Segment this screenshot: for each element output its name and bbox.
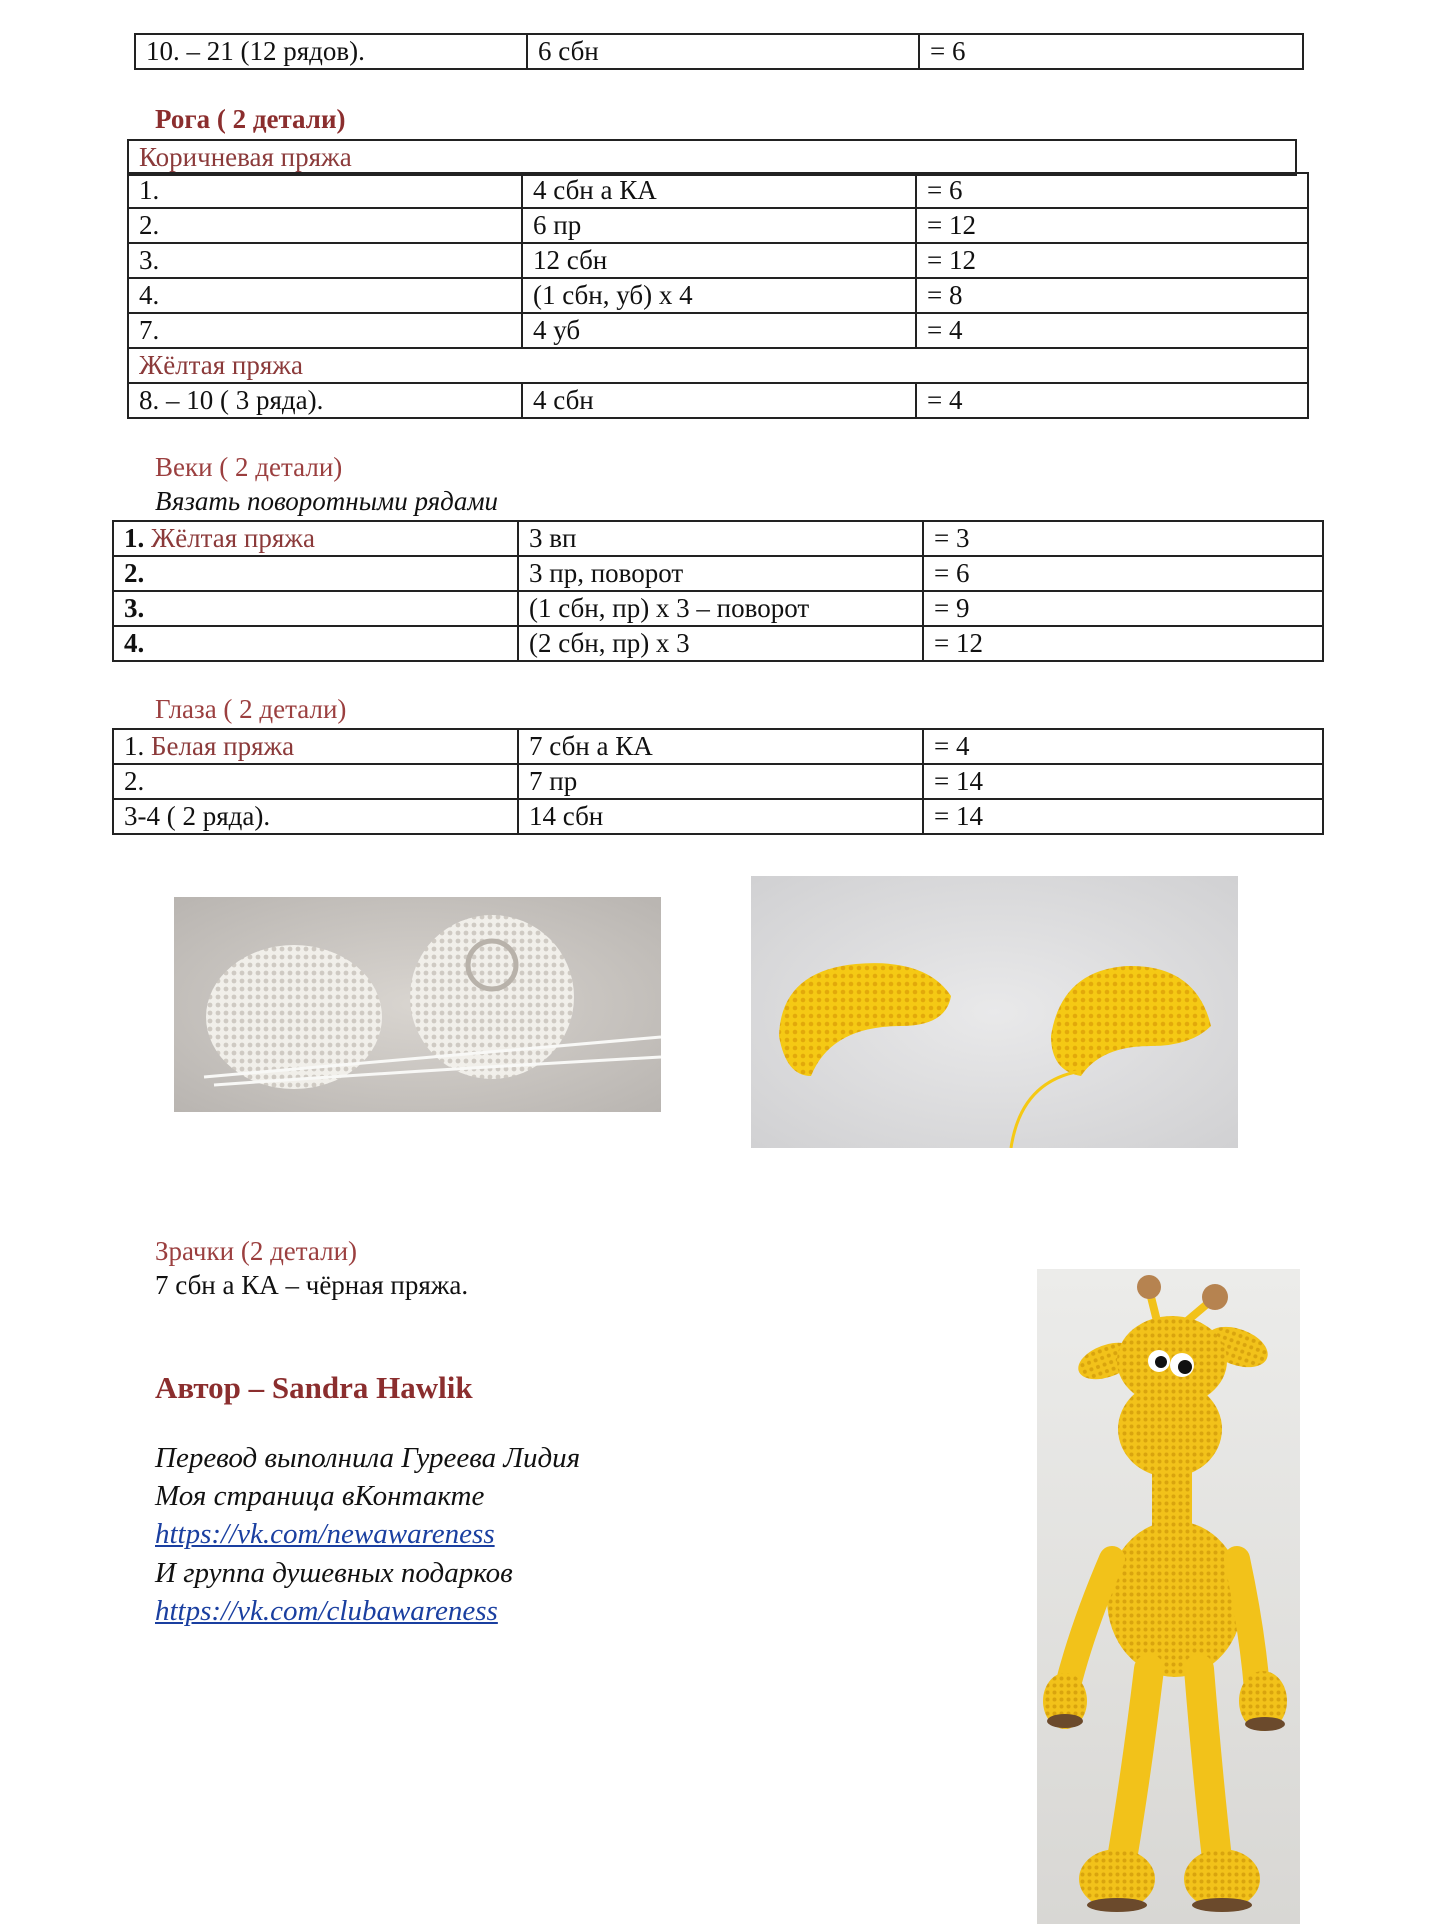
table-row [113,591,1323,626]
row-number: 2. [113,556,518,591]
row-stitches: 7 пр [518,764,923,799]
table-row [128,173,1308,208]
horns-table [127,172,1309,419]
row-count: = 14 [923,799,1323,834]
table-row [113,729,1323,764]
table-row [128,383,1308,418]
row-label: 10. – 21 (12 рядов). [135,34,527,69]
row-number: 3. [113,591,518,626]
row-stitches: 7 сбн а КА [518,729,923,764]
row-stitches: 4 сбн а КА [522,173,916,208]
row-count: = 12 [916,243,1308,278]
vk-page-link[interactable]: https://vk.com/newawareness [155,1518,495,1550]
row-count: = 6 [923,556,1323,591]
table-row [113,521,1323,556]
group-line: И группа душевных подарков [155,1557,513,1589]
row-stitches: 6 пр [522,208,916,243]
translator-line: Перевод выполнила Гуреева Лидия [155,1442,581,1474]
row-label: 3. [128,243,522,278]
horns-title: Рога ( 2 детали) [155,104,346,134]
row-stitches: 4 уб [522,313,916,348]
row-number: 3-4 ( 2 ряда). [113,799,518,834]
row-number: 1. [124,731,145,761]
horns-yarn1: Коричневая пряжа [128,140,1296,175]
vk-page-line: Моя страница вКонтакте [155,1480,485,1512]
row-stitches: 3 вп [518,521,923,556]
giraffe-photo [1037,1269,1300,1924]
row-stitches: (1 сбн, уб) х 4 [522,278,916,313]
row-stitches: (2 сбн, пр) х 3 [518,626,923,661]
table-row [113,764,1323,799]
horns-yarn2: Жёлтая пряжа [128,348,1308,383]
table-row [128,140,1296,175]
row-yarn: Жёлтая пряжа [151,523,315,553]
horns-yarn1-table [127,139,1297,176]
eyelids-title: Веки ( 2 детали) [155,452,343,482]
row-number: 2. [113,764,518,799]
table-row [113,556,1323,591]
row-yarn: Белая пряжа [151,731,295,761]
row-count: = 4 [916,383,1308,418]
row-stitches: 14 сбн [518,799,923,834]
row-stitches: 6 сбн [527,34,919,69]
row-label: 7. [128,313,522,348]
table-row [135,34,1303,69]
row-count: = 4 [916,313,1308,348]
row-stitches: (1 сбн, пр) х 3 – поворот [518,591,923,626]
yellow-eyelids-photo [751,876,1238,1148]
table-row [128,313,1308,348]
table-row [128,348,1308,383]
row-count: = 6 [919,34,1303,69]
row-count: = 9 [923,591,1323,626]
row-count: = 12 [916,208,1308,243]
row-count: = 8 [916,278,1308,313]
table-row [128,278,1308,313]
row-number: 1. [124,523,145,553]
row-count: = 12 [923,626,1323,661]
eyes-table [112,728,1324,835]
row-stitches: 4 сбн [522,383,916,418]
row-count: = 14 [923,764,1323,799]
eyes-title: Глаза ( 2 детали) [155,694,347,724]
eyelids-table [112,520,1324,662]
group-link[interactable]: https://vk.com/clubawareness [155,1595,498,1627]
row-count: = 3 [923,521,1323,556]
author-credit: Автор – Sandra Hawlik [155,1370,473,1405]
row-count: = 6 [916,173,1308,208]
table-row [128,243,1308,278]
white-eyes-photo [174,897,661,1112]
row-label: 4. [128,278,522,313]
row-count: = 4 [923,729,1323,764]
table-row [128,208,1308,243]
row-label: 1. [128,173,522,208]
row-stitches: 3 пр, поворот [518,556,923,591]
table-row [113,799,1323,834]
row-number: 4. [113,626,518,661]
table-row [113,626,1323,661]
table-top-rows [134,33,1304,70]
row-label: 2. [128,208,522,243]
row-stitches: 12 сбн [522,243,916,278]
pupils-title: Зрачки (2 детали) [155,1236,358,1266]
eyelids-note: Вязать поворотными рядами [155,486,499,516]
row-label: 8. – 10 ( 3 ряда). [128,383,522,418]
pupils-text: 7 сбн а КА – чёрная пряжа. [155,1270,469,1300]
